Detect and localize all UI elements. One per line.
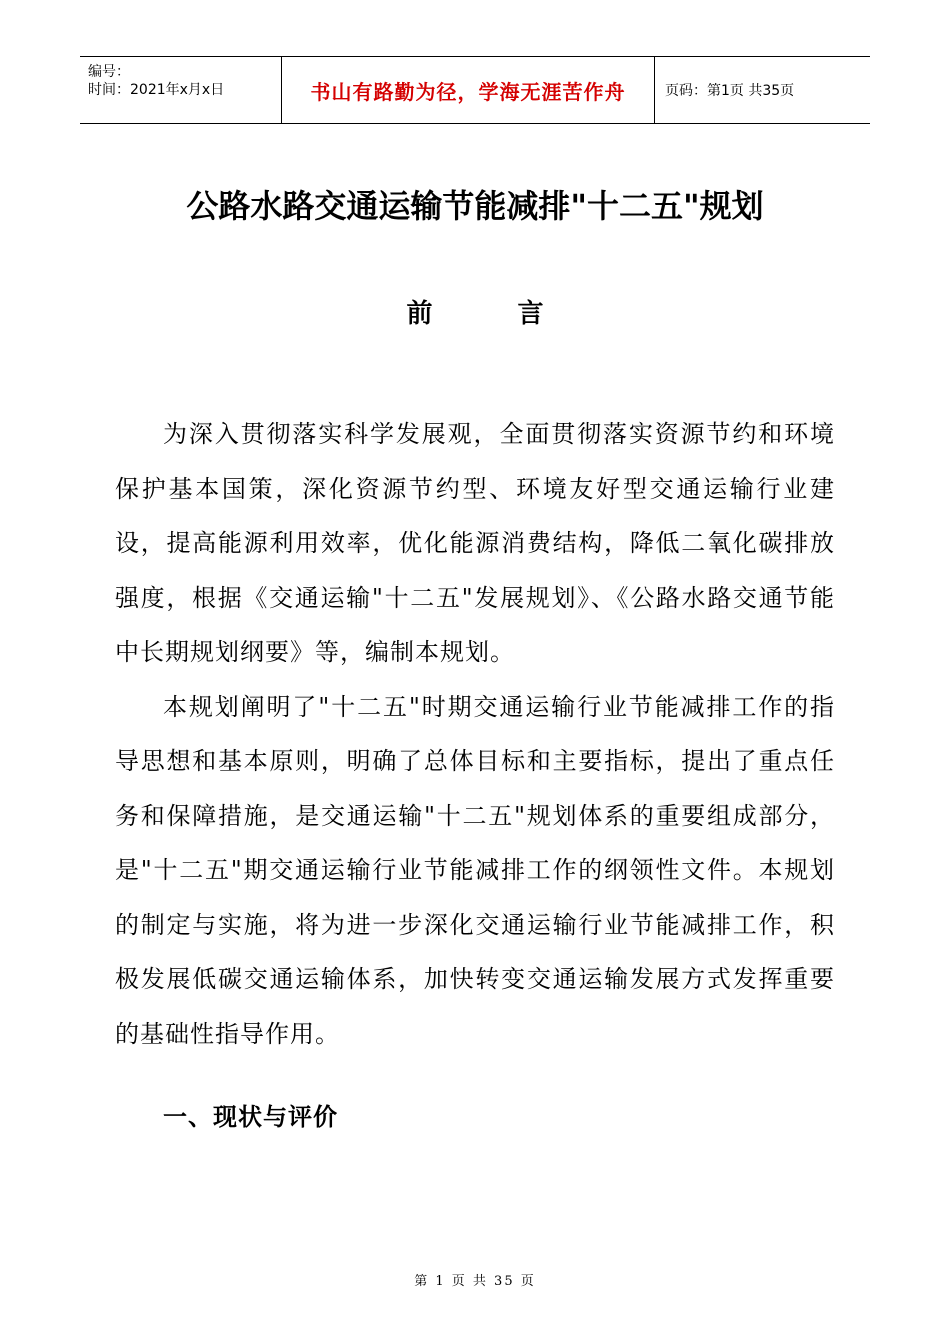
document-body bbox=[115, 407, 835, 1061]
header-motto: 书山有路勤为径，学海无涯苦作舟 bbox=[310, 79, 626, 104]
section-heading: 一、现状与评价 bbox=[163, 1103, 338, 1131]
header-page-cell bbox=[655, 57, 870, 123]
page-header bbox=[80, 56, 870, 124]
header-meta-cell bbox=[80, 57, 282, 123]
document-title: 公路水路交通运输节能减排"十二五"规划 bbox=[186, 187, 764, 225]
header-page-info: 页码：第1页 共35页 bbox=[665, 83, 795, 99]
page-footer: 第 1 页 共 35 页 bbox=[414, 1274, 536, 1289]
document-date-label: 时间：2021年x月x日 bbox=[88, 82, 225, 98]
header-motto-cell bbox=[282, 57, 655, 123]
preface-title: 前 言 bbox=[406, 299, 582, 329]
document-number-label: 编号： bbox=[88, 64, 130, 80]
body-paragraph-1: 为深入贯彻落实科学发展观，全面贯彻落实资源节约和环境保护基本国策，深化资源节约型、环境友好型交通运输行业建设，提高能源利用效率，优化能源消费结构，降低二氧化碳排放强度，根据《交通运输"十二五"发展规划》、《公路水路交通节能中长期规划纲要》等，编制本规划。 bbox=[115, 420, 835, 666]
body-paragraph-2: 本规划阐明了"十二五"时期交通运输行业节能减排工作的指导思想和基本原则，明确了总体目标和主要指标，提出了重点任务和保障措施，是交通运输"十二五"规划体系的重要组成部分，是"十二五"期交通运输行业节能减排工作的纲领性文件。本规划的制定与实施，将为进一步深化交通运输行业节能减排工作，积极发展低碳交通运输体系，加快转变交通运输发展方式发挥重要的基础性指导作用。 bbox=[115, 692, 835, 1048]
